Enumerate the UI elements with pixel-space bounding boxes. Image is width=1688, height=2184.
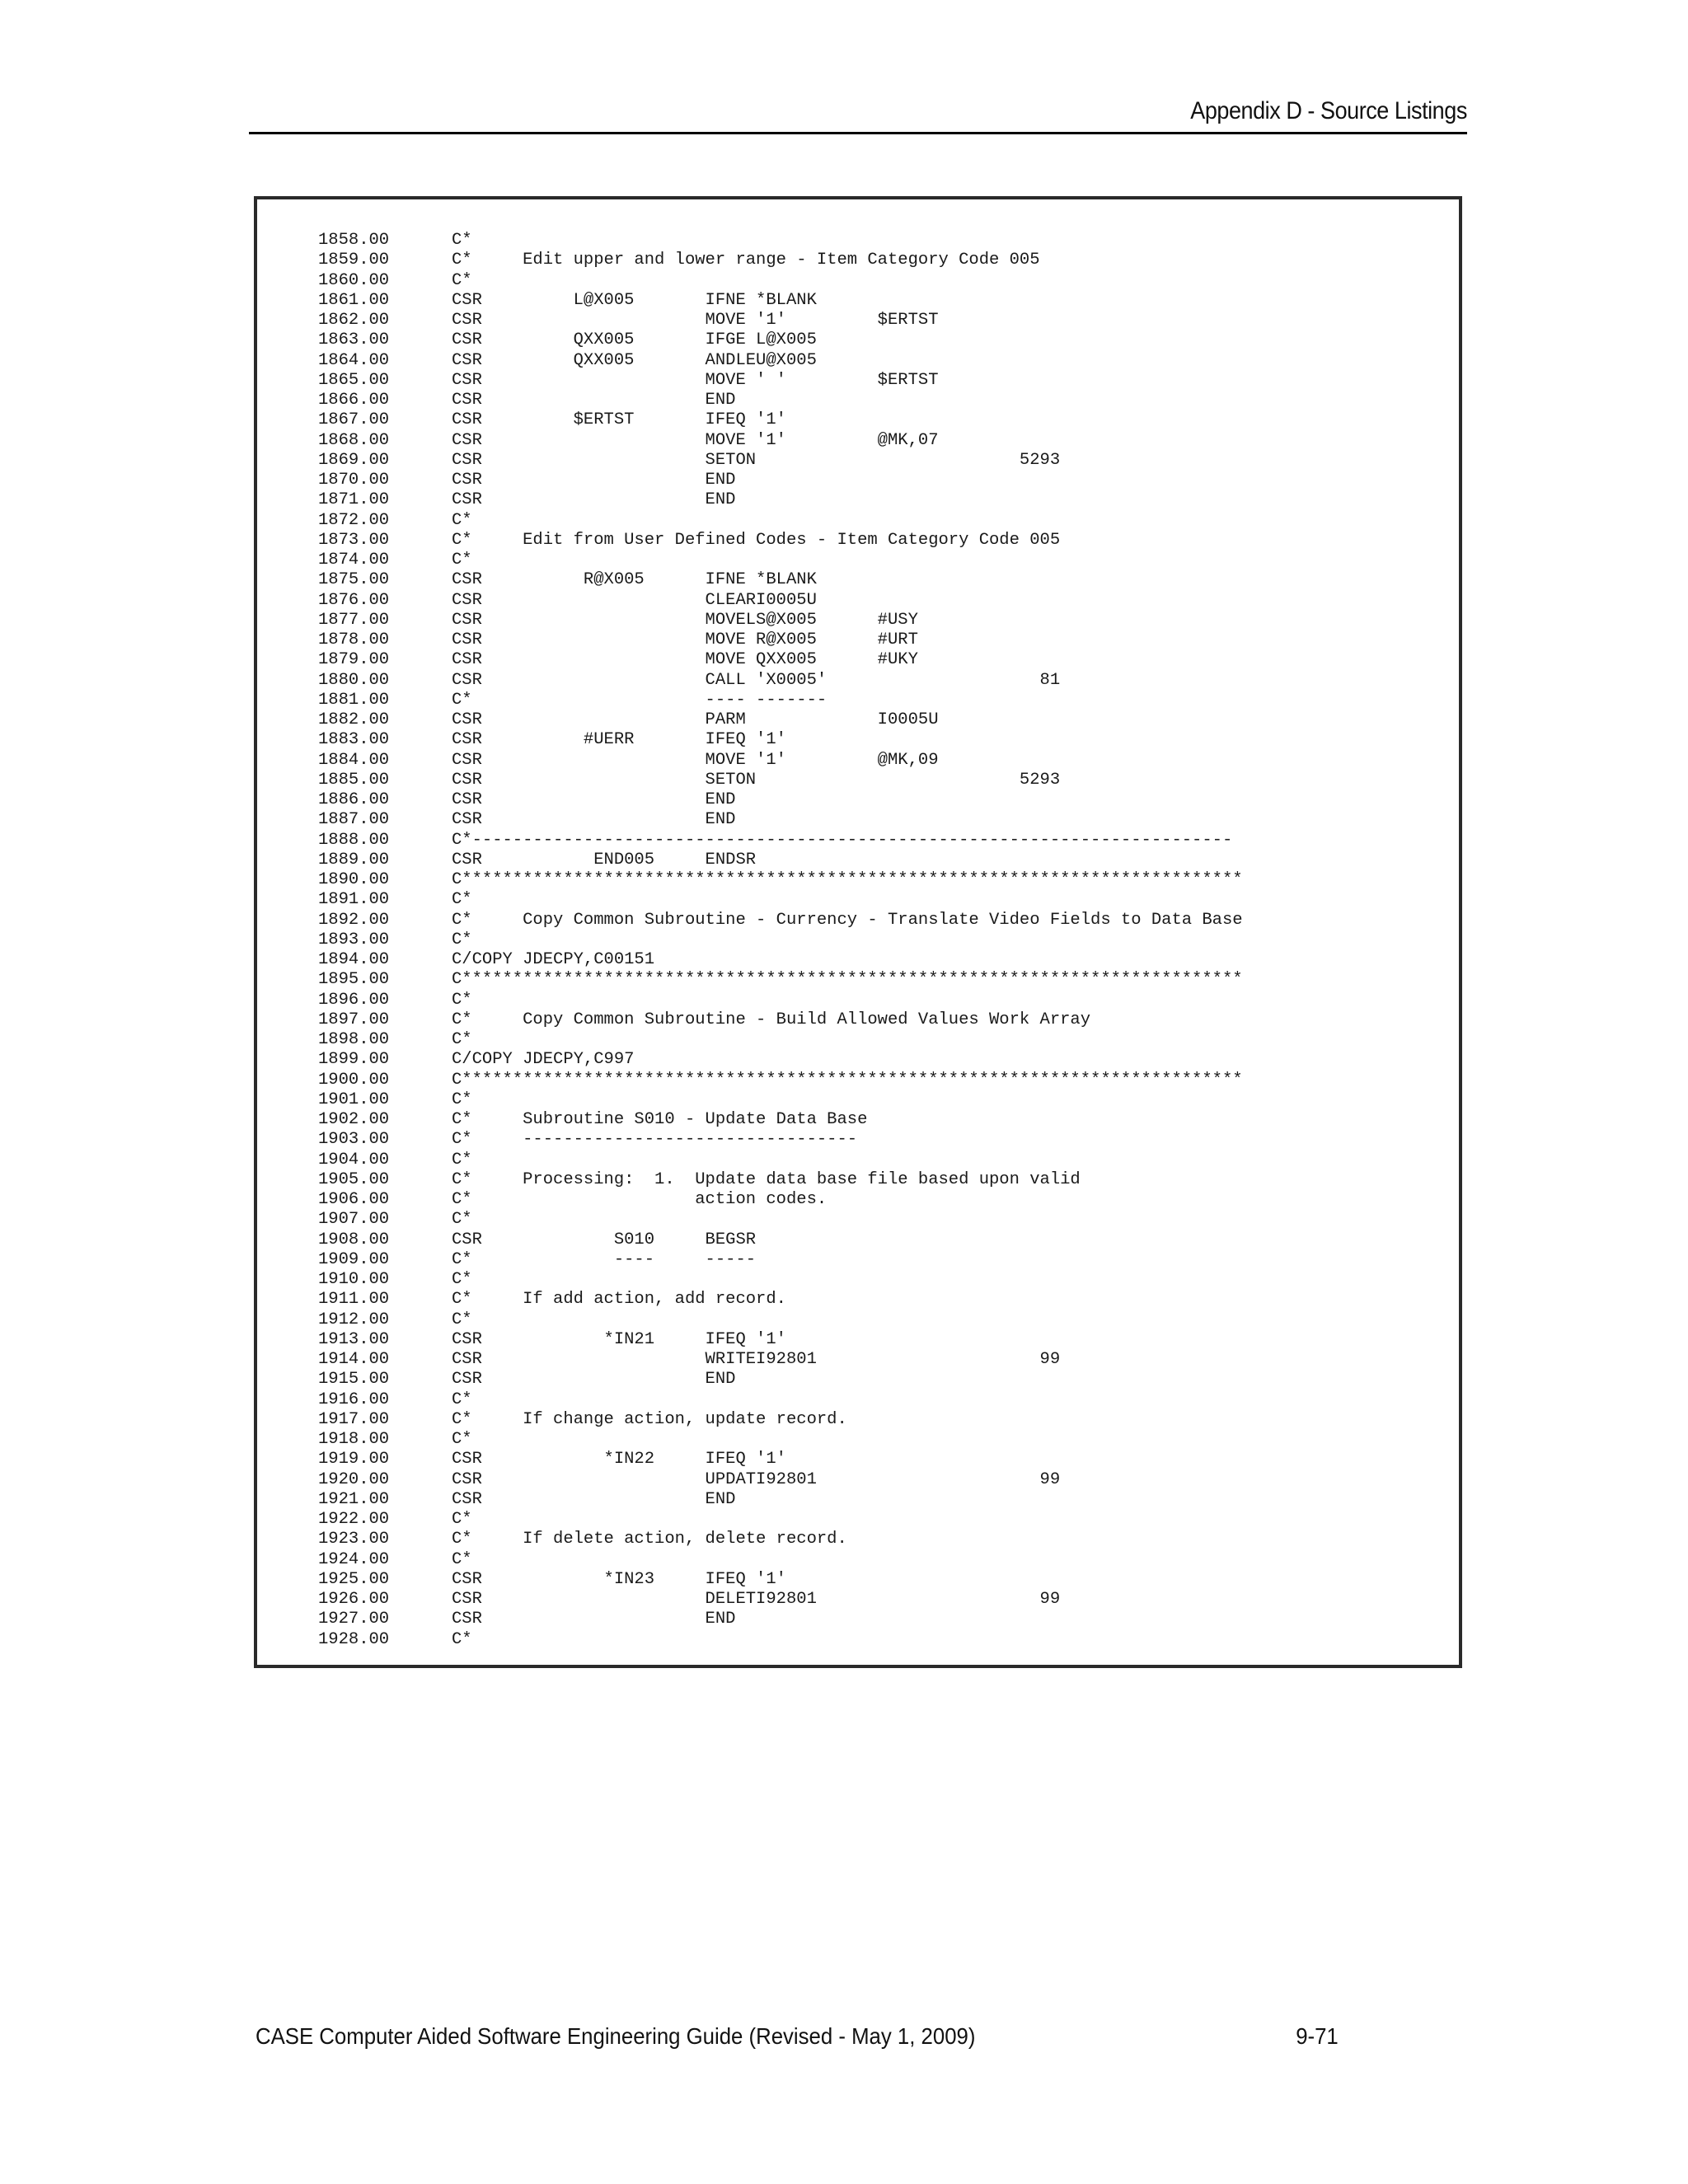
listing-line [318, 691, 1243, 710]
line-code: C* [452, 1310, 472, 1329]
line-number: 1905.00 [318, 1169, 390, 1189]
line-number: 1908.00 [318, 1230, 390, 1249]
line-code: CSR DELETI92801 99 [452, 1590, 1061, 1609]
listing-line [318, 431, 1243, 451]
line-code: CSR END [452, 1610, 736, 1629]
line-number: 1910.00 [318, 1270, 390, 1289]
line-number: 1895.00 [318, 970, 390, 990]
listing-line [318, 1490, 1243, 1510]
line-number: 1884.00 [318, 750, 390, 770]
line-code: C* [452, 990, 472, 1010]
line-number: 1919.00 [318, 1450, 390, 1469]
listing-line [318, 751, 1243, 771]
line-number: 1862.00 [318, 311, 390, 330]
source-listing-box [254, 196, 1462, 1668]
listing-line [318, 1030, 1243, 1050]
line-code: C* [452, 1150, 472, 1169]
line-number: 1875.00 [318, 570, 390, 590]
listing-line [318, 950, 1243, 970]
line-code: CSR MOVE R@X005 #URT [452, 630, 918, 649]
line-code: CSR SETON 5293 [452, 450, 1061, 470]
listing-line [318, 1570, 1243, 1590]
listing-line [318, 650, 1243, 670]
line-number: 1912.00 [318, 1310, 390, 1329]
listing-line [318, 1410, 1243, 1430]
line-code: C* [452, 1270, 472, 1289]
line-code: CSR MOVE '1' @MK,09 [452, 750, 939, 770]
listing-line [318, 810, 1243, 830]
listing-line [318, 330, 1243, 350]
line-number: 1879.00 [318, 650, 390, 670]
line-code: C* [452, 1030, 472, 1049]
line-code: CSR END [452, 1489, 736, 1509]
listing-line [318, 1190, 1243, 1210]
listing-line [318, 1170, 1243, 1190]
line-code: CSR END [452, 1370, 736, 1390]
line-number: 1869.00 [318, 450, 390, 470]
line-code: CSR MOVE '1' $ERTST [452, 311, 939, 330]
listing-line [318, 1250, 1243, 1270]
line-number: 1914.00 [318, 1350, 390, 1369]
listing-line [318, 291, 1243, 311]
line-number: 1894.00 [318, 950, 390, 969]
line-number: 1886.00 [318, 790, 390, 809]
line-number: 1898.00 [318, 1030, 390, 1049]
line-number: 1881.00 [318, 690, 390, 710]
line-number: 1878.00 [318, 630, 390, 649]
listing-line [318, 471, 1243, 490]
listing-line [318, 1090, 1243, 1110]
line-code: CSR PARM I0005U [452, 710, 939, 729]
line-code: C* If delete action, delete record. [452, 1530, 847, 1549]
listing-line [318, 771, 1243, 790]
listing-line [318, 1510, 1243, 1530]
line-number: 1887.00 [318, 810, 390, 830]
line-number: 1896.00 [318, 990, 390, 1010]
listing-line [318, 630, 1243, 650]
line-number: 1900.00 [318, 1070, 390, 1090]
line-number: 1891.00 [318, 890, 390, 910]
line-code: CSR $ERTST IFEQ '1' [452, 410, 786, 430]
line-code: C* [452, 1430, 472, 1449]
line-code: C* [452, 270, 472, 290]
listing-line [318, 451, 1243, 471]
listing-line [318, 311, 1243, 330]
line-number: 1868.00 [318, 430, 390, 450]
line-number: 1909.00 [318, 1249, 390, 1269]
header-title: Appendix D - Source Listings [1190, 97, 1467, 124]
line-code: CSR #UERR IFEQ '1' [452, 730, 786, 750]
line-number: 1927.00 [318, 1610, 390, 1629]
line-number: 1901.00 [318, 1090, 390, 1109]
listing-line [318, 511, 1243, 531]
listing-line [318, 531, 1243, 551]
line-number: 1924.00 [318, 1549, 390, 1569]
line-code: C* Processing: 1. Update data base file based upon valid [452, 1169, 1081, 1189]
line-code: CSR QXX005 IFGE L@X005 [452, 330, 817, 350]
line-number: 1873.00 [318, 530, 390, 550]
line-code: CSR MOVE '1' @MK,07 [452, 430, 939, 450]
line-code: CSR S010 BEGSR [452, 1230, 757, 1249]
listing-line [318, 1110, 1243, 1130]
line-code: C* If change action, update record. [452, 1409, 847, 1429]
listing-line [318, 1050, 1243, 1070]
listing-line [318, 490, 1243, 510]
line-number: 1921.00 [318, 1489, 390, 1509]
line-code: C* [452, 930, 472, 949]
line-number: 1872.00 [318, 510, 390, 530]
listing-line [318, 551, 1243, 570]
line-number: 1865.00 [318, 370, 390, 390]
line-number: 1890.00 [318, 870, 390, 889]
line-number: 1906.00 [318, 1190, 390, 1209]
listing-line [318, 570, 1243, 590]
listing-line [318, 231, 1243, 251]
line-number: 1902.00 [318, 1110, 390, 1129]
line-number: 1877.00 [318, 610, 390, 630]
page-footer [256, 2023, 1339, 2056]
listing-line [318, 911, 1243, 930]
line-code: CSR END005 ENDSR [452, 850, 757, 869]
listing-line [318, 271, 1243, 291]
listing-line [318, 611, 1243, 630]
line-number: 1904.00 [318, 1150, 390, 1169]
line-code: CSR UPDATI92801 99 [452, 1469, 1061, 1489]
listing-line [318, 1370, 1243, 1390]
line-code: C* Copy Common Subroutine - Build Allowed Values Work Array [452, 1010, 1091, 1029]
listing-line [318, 1610, 1243, 1629]
line-code: CSR QXX005 ANDLEU@X005 [452, 350, 817, 370]
line-code: CSR SETON 5293 [452, 770, 1061, 790]
line-code: C* Edit upper and lower range - Item Category Code 005 [452, 251, 1040, 270]
line-code: CSR END [452, 391, 736, 410]
listing-line [318, 831, 1243, 851]
line-code: C* If add action, add record. [452, 1290, 786, 1310]
line-number: 1925.00 [318, 1569, 390, 1589]
line-number: 1871.00 [318, 490, 390, 510]
line-code: CSR *IN21 IFEQ '1' [452, 1329, 786, 1349]
line-number: 1883.00 [318, 730, 390, 750]
line-number: 1892.00 [318, 910, 390, 930]
listing-line [318, 371, 1243, 391]
line-number: 1917.00 [318, 1409, 390, 1429]
line-number: 1897.00 [318, 1010, 390, 1029]
line-code: C* ---- ----- [452, 1249, 757, 1269]
line-number: 1923.00 [318, 1530, 390, 1549]
line-code: CSR MOVELS@X005 #USY [452, 610, 918, 630]
line-code: C* [452, 510, 472, 530]
line-code: C***************************************************************************** [452, 970, 1243, 990]
line-code: CSR MOVE QXX005 #UKY [452, 650, 918, 670]
line-number: 1882.00 [318, 710, 390, 729]
line-code: C* Copy Common Subroutine - Currency - Translate Video Fields to Data Base [452, 910, 1243, 930]
line-code: C* [452, 1090, 472, 1109]
line-number: 1911.00 [318, 1290, 390, 1310]
listing-line [318, 1151, 1243, 1170]
line-code: C* [452, 1210, 472, 1230]
line-number: 1915.00 [318, 1370, 390, 1390]
line-number: 1885.00 [318, 770, 390, 790]
listing-line [318, 1130, 1243, 1150]
page-number: 9-71 [1296, 2023, 1339, 2049]
line-code: C* [452, 1390, 472, 1409]
listing-line [318, 391, 1243, 410]
line-code: C***************************************************************************** [452, 870, 1243, 889]
line-code: C/COPY JDECPY,C997 [452, 1050, 635, 1070]
line-number: 1876.00 [318, 590, 390, 610]
line-code: CSR *IN23 IFEQ '1' [452, 1569, 786, 1589]
line-number: 1860.00 [318, 270, 390, 290]
line-number: 1907.00 [318, 1210, 390, 1230]
line-code: CSR *IN22 IFEQ '1' [452, 1450, 786, 1469]
line-code: C* action codes. [452, 1190, 828, 1209]
listing-line [318, 710, 1243, 730]
listing-line [318, 1430, 1243, 1450]
line-number: 1861.00 [318, 290, 390, 310]
listing-line [318, 970, 1243, 990]
listing-line [318, 1450, 1243, 1469]
line-number: 1889.00 [318, 850, 390, 869]
listing-line [318, 1310, 1243, 1330]
line-code: CSR L@X005 IFNE *BLANK [452, 290, 817, 310]
line-code: C* [452, 1549, 472, 1569]
listing-line [318, 1530, 1243, 1549]
line-number: 1916.00 [318, 1390, 390, 1409]
listing-line [318, 930, 1243, 950]
line-code: CSR END [452, 471, 736, 490]
listing-line [318, 1210, 1243, 1230]
line-code: C/COPY JDECPY,C00151 [452, 950, 655, 969]
listing-line [318, 1270, 1243, 1290]
line-code: CSR WRITEI92801 99 [452, 1350, 1061, 1369]
listing-line [318, 1470, 1243, 1490]
listing-line [318, 1350, 1243, 1370]
line-code: C* [452, 1510, 472, 1529]
listing-line [318, 1590, 1243, 1610]
line-number: 1893.00 [318, 930, 390, 949]
line-number: 1888.00 [318, 830, 390, 850]
listing-line [318, 591, 1243, 611]
listing-line [318, 410, 1243, 430]
line-number: 1867.00 [318, 410, 390, 430]
line-number: 1859.00 [318, 251, 390, 270]
listing-line [318, 1550, 1243, 1570]
line-number: 1920.00 [318, 1469, 390, 1489]
line-number: 1903.00 [318, 1130, 390, 1150]
line-code: C*--------------------------------------------------------------------------- [452, 830, 1233, 850]
listing-line [318, 1071, 1243, 1090]
footer-title: CASE Computer Aided Software Engineering Guide (Revised - May 1, 2009) [256, 2023, 976, 2049]
listing-line [318, 1290, 1243, 1310]
listing-line [318, 790, 1243, 810]
listing-line [318, 1390, 1243, 1410]
line-number: 1858.00 [318, 231, 390, 250]
line-code: C* [452, 890, 472, 910]
line-code: C* Subroutine S010 - Update Data Base [452, 1110, 868, 1129]
line-number: 1863.00 [318, 330, 390, 350]
line-number: 1880.00 [318, 670, 390, 690]
listing-line [318, 730, 1243, 750]
line-number: 1922.00 [318, 1510, 390, 1529]
listing-line [318, 251, 1243, 270]
line-code: C* ---- ------- [452, 690, 828, 710]
line-number: 1864.00 [318, 350, 390, 370]
listing-line [318, 671, 1243, 691]
listing-line [318, 890, 1243, 910]
line-code: CSR END [452, 790, 736, 809]
line-code: CSR CLEARI0005U [452, 590, 817, 610]
line-code: CSR END [452, 810, 736, 830]
listing-line [318, 1630, 1243, 1650]
source-listing [318, 231, 1243, 1650]
line-code: C* [452, 551, 472, 569]
listing-line [318, 1330, 1243, 1350]
line-number: 1926.00 [318, 1590, 390, 1609]
line-code: C***************************************************************************** [452, 1070, 1243, 1090]
line-number: 1918.00 [318, 1430, 390, 1449]
line-code: C* --------------------------------- [452, 1130, 858, 1150]
listing-line [318, 991, 1243, 1010]
line-number: 1870.00 [318, 471, 390, 490]
line-code: CSR END [452, 490, 736, 510]
line-code: CSR R@X005 IFNE *BLANK [452, 570, 817, 590]
line-number: 1899.00 [318, 1050, 390, 1070]
line-number: 1866.00 [318, 391, 390, 410]
listing-line [318, 1010, 1243, 1030]
line-number: 1928.00 [318, 1629, 390, 1649]
page-header [249, 92, 1467, 134]
line-code: CSR CALL 'X0005' 81 [452, 670, 1061, 690]
line-code: C* [452, 1629, 472, 1649]
listing-line [318, 1230, 1243, 1250]
line-code: C* Edit from User Defined Codes - Item Category Code 005 [452, 530, 1061, 550]
line-number: 1874.00 [318, 551, 390, 569]
listing-line [318, 870, 1243, 890]
line-number: 1913.00 [318, 1329, 390, 1349]
listing-line [318, 351, 1243, 371]
line-code: CSR MOVE ' ' $ERTST [452, 370, 939, 390]
listing-line [318, 851, 1243, 870]
line-code: C* [452, 231, 472, 250]
